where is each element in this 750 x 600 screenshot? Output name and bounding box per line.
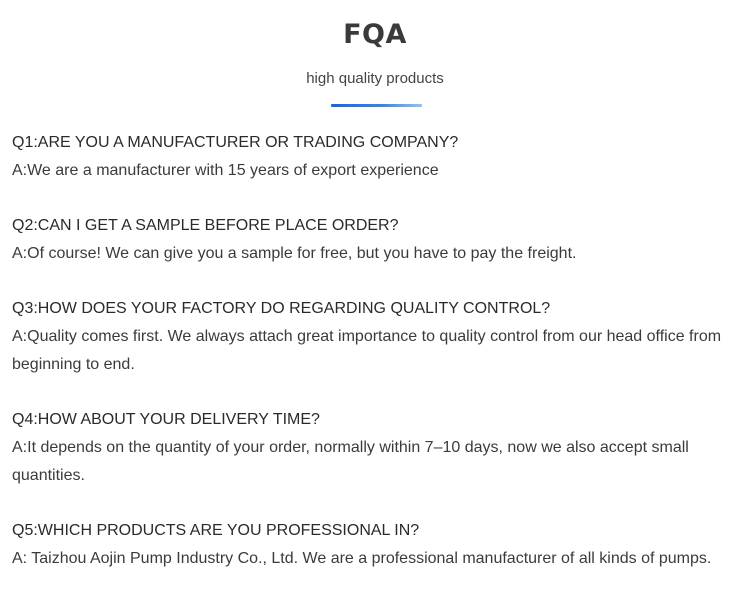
faq-answer: A:Quality comes first. We always attach great importance to quality control from our head office from beginning to end. bbox=[12, 328, 722, 373]
faq-answer: A:Of course! We can give you a sample for free, but you have to pay the freight. bbox=[12, 245, 577, 262]
faq-item-3 bbox=[12, 295, 742, 379]
faq-answer: A: Taizhou Aojin Pump Industry Co., Ltd. We are a professional manufacturer of all kinds of pumps. bbox=[12, 550, 712, 567]
faq-item-2 bbox=[12, 212, 742, 268]
faq-item-4 bbox=[12, 406, 742, 490]
faq-header bbox=[0, 0, 750, 120]
faq-item-1 bbox=[12, 129, 742, 185]
faq-item-5 bbox=[12, 517, 742, 573]
page-title: FQA bbox=[343, 19, 407, 50]
faq-question: Q4:HOW ABOUT YOUR DELIVERY TIME? bbox=[12, 411, 320, 428]
faq-list bbox=[12, 129, 742, 600]
faq-question: Q5:WHICH PRODUCTS ARE YOU PROFESSIONAL IN? bbox=[12, 522, 420, 539]
faq-answer: A:It depends on the quantity of your order, normally within 7–10 days, now we also accept small quantities. bbox=[12, 439, 689, 484]
faq-question: Q2:CAN I GET A SAMPLE BEFORE PLACE ORDER? bbox=[12, 217, 399, 234]
faq-question: Q1:ARE YOU A MANUFACTURER OR TRADING COMPANY? bbox=[12, 134, 459, 151]
faq-answer: A:We are a manufacturer with 15 years of export experience bbox=[12, 162, 439, 179]
faq-question: Q3:HOW DOES YOUR FACTORY DO REGARDING QUALITY CONTROL? bbox=[12, 300, 551, 317]
title-accent-divider bbox=[331, 104, 422, 107]
page-subtitle: high quality products bbox=[306, 70, 444, 87]
